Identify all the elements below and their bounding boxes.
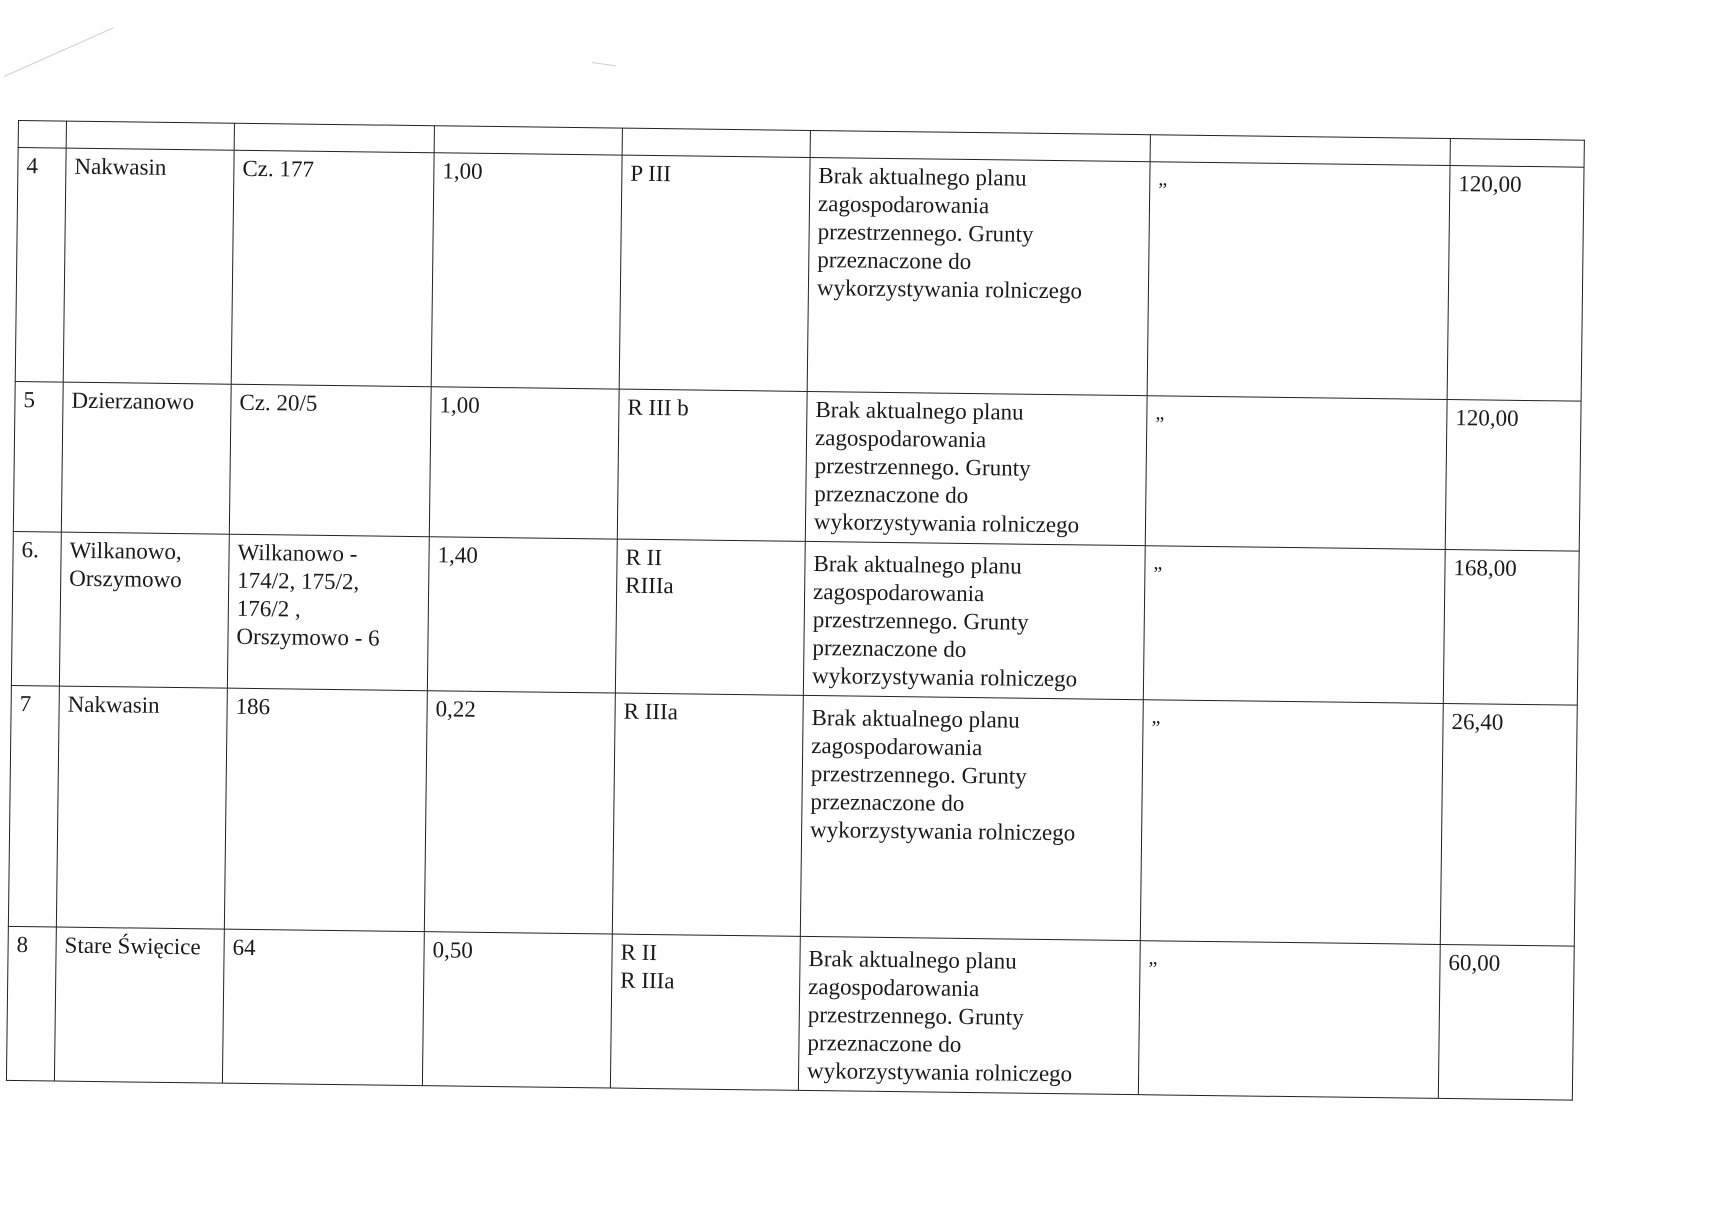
area-cell <box>424 691 615 934</box>
parcel-number-line: 176/2 , <box>236 595 301 622</box>
location-line: Dzierzanowo <box>71 387 195 415</box>
header-cell <box>622 128 810 157</box>
area-cell <box>431 153 622 389</box>
description-line: zagospodarowania <box>812 579 985 607</box>
parcel-table <box>6 120 1585 1101</box>
description-line: przeznaczone do <box>814 481 969 509</box>
location-cell <box>56 686 227 929</box>
soil-class-cell <box>612 693 803 936</box>
description-cell <box>805 391 1147 545</box>
row-number-cell <box>13 381 63 532</box>
description-line: przestrzennego. Grunty <box>814 453 1031 481</box>
description-line: przeznaczone do <box>807 1030 962 1058</box>
description-line: przeznaczone do <box>812 635 967 663</box>
description-cell <box>803 541 1145 699</box>
header-cell <box>66 121 234 150</box>
parcel-number-cell <box>222 929 424 1086</box>
description-line: przestrzennego. Grunty <box>817 219 1034 247</box>
soil-class-cell <box>615 539 805 695</box>
area-text: 1,40 <box>437 542 478 568</box>
location-line: Wilkanowo, <box>69 537 182 565</box>
ditto-mark-text: ” <box>1151 717 1162 740</box>
ditto-mark-text: ” <box>1155 413 1166 436</box>
area-cell <box>429 387 619 539</box>
soil-class-line: RIIIa <box>625 572 674 599</box>
description-line: zagospodarowania <box>814 425 987 453</box>
row-number-cell <box>8 685 59 927</box>
row-number-text: 7 <box>19 691 32 717</box>
row-number-cell <box>6 926 56 1081</box>
description-line: wykorzystywania rolniczego <box>816 275 1083 304</box>
header-cell <box>234 123 434 153</box>
price-text: 168,00 <box>1453 555 1517 581</box>
ditto-mark-text: ” <box>1148 958 1159 981</box>
location-cell <box>61 382 231 534</box>
ditto-mark-text: ” <box>1153 563 1164 586</box>
price-cell <box>1438 944 1574 1100</box>
parcel-table-body <box>6 121 1584 1101</box>
soil-class-cell <box>617 389 807 541</box>
area-text: 0,50 <box>432 937 474 963</box>
description-line: przestrzennego. Grunty <box>812 607 1029 635</box>
header-cell <box>810 130 1150 161</box>
description-line: Brak aktualnego planu <box>818 163 1027 191</box>
description-line: przeznaczone do <box>810 789 965 817</box>
location-line: Nakwasin <box>74 153 167 180</box>
description-cell <box>800 695 1143 940</box>
header-cell <box>18 121 66 149</box>
description-line: wykorzystywania rolniczego <box>811 663 1078 692</box>
description-line: zagospodarowania <box>808 974 980 1002</box>
header-cell <box>1450 139 1584 168</box>
description-cell <box>798 936 1140 1094</box>
soil-class-line: R III b <box>627 394 689 421</box>
soil-class-line: R II <box>625 544 663 571</box>
area-text: 1,00 <box>439 392 480 418</box>
location-line: Nakwasin <box>67 691 160 718</box>
row-number-cell <box>15 148 66 383</box>
header-cell <box>434 126 622 155</box>
parcel-number-line: 186 <box>235 693 271 720</box>
price-cell <box>1447 165 1584 401</box>
parcel-number-line: 174/2, 175/2, <box>237 567 360 595</box>
ditto-mark-cell <box>1147 162 1450 400</box>
soil-class-line: R IIIa <box>623 698 679 725</box>
description-line: Brak aktualnego planu <box>815 397 1024 425</box>
scan-artifact-line <box>592 62 616 66</box>
area-cell <box>422 932 612 1088</box>
price-text: 60,00 <box>1448 950 1501 976</box>
ditto-mark-cell <box>1145 396 1447 550</box>
table-row <box>13 381 1581 551</box>
row-number-text: 6. <box>21 537 40 563</box>
description-cell <box>807 157 1150 395</box>
price-cell <box>1443 549 1579 705</box>
parcel-number-line: 64 <box>232 934 256 961</box>
price-text: 26,40 <box>1451 709 1504 735</box>
soil-class-line: R IIIa <box>620 967 675 994</box>
scan-artifact-line <box>4 27 114 77</box>
parcel-table-wrap <box>6 120 1584 1101</box>
area-text: 1,00 <box>442 158 483 184</box>
table-row <box>15 148 1584 402</box>
area-cell <box>427 537 617 693</box>
parcel-number-line: Cz. 177 <box>242 155 315 182</box>
description-line: zagospodarowania <box>811 733 983 761</box>
row-number-text: 4 <box>26 153 39 179</box>
location-cell <box>54 927 224 1083</box>
table-row <box>6 926 1574 1100</box>
row-number-text: 5 <box>23 387 36 413</box>
parcel-number-cell <box>227 534 429 691</box>
ditto-mark-cell <box>1138 941 1440 1099</box>
location-cell <box>59 532 229 688</box>
ditto-mark-cell <box>1140 700 1443 945</box>
ditto-mark-cell <box>1143 546 1445 704</box>
parcel-number-line: Cz. 20/5 <box>239 389 318 416</box>
price-text: 120,00 <box>1455 405 1519 431</box>
parcel-number-cell <box>224 688 427 931</box>
header-cell <box>1150 135 1450 166</box>
area-text: 0,22 <box>435 696 477 722</box>
price-cell <box>1440 703 1577 946</box>
location-cell <box>63 148 234 384</box>
table-row <box>11 531 1579 705</box>
parcel-number-cell <box>231 150 434 386</box>
description-line: wykorzystywania rolniczego <box>813 509 1080 538</box>
parcel-number-cell <box>229 384 431 537</box>
description-line: przestrzennego. Grunty <box>810 761 1027 789</box>
description-line: wykorzystywania rolniczego <box>806 1058 1073 1087</box>
description-line: przeznaczone do <box>817 247 972 275</box>
parcel-number-line: Orszymowo - 6 <box>236 623 380 651</box>
description-line: Brak aktualnego planu <box>808 946 1017 974</box>
price-text: 120,00 <box>1458 171 1522 197</box>
description-line: wykorzystywania rolniczego <box>809 817 1076 846</box>
soil-class-cell <box>610 934 800 1090</box>
description-line: zagospodarowania <box>817 191 990 219</box>
price-cell <box>1445 399 1581 551</box>
table-row <box>8 685 1577 946</box>
soil-class-line: P III <box>630 160 672 187</box>
description-line: Brak aktualnego planu <box>811 705 1020 733</box>
location-line: Stare Święcice <box>64 932 201 960</box>
location-line: Orszymowo <box>69 565 182 593</box>
ditto-mark-text: ” <box>1158 179 1169 202</box>
parcel-number-line: Wilkanowo - <box>237 539 358 567</box>
description-line: Brak aktualnego planu <box>813 551 1022 579</box>
row-number-text: 8 <box>16 932 29 958</box>
description-line: przestrzennego. Grunty <box>807 1002 1024 1030</box>
soil-class-cell <box>619 155 810 391</box>
soil-class-line: R II <box>620 939 658 966</box>
row-number-cell <box>11 531 61 686</box>
